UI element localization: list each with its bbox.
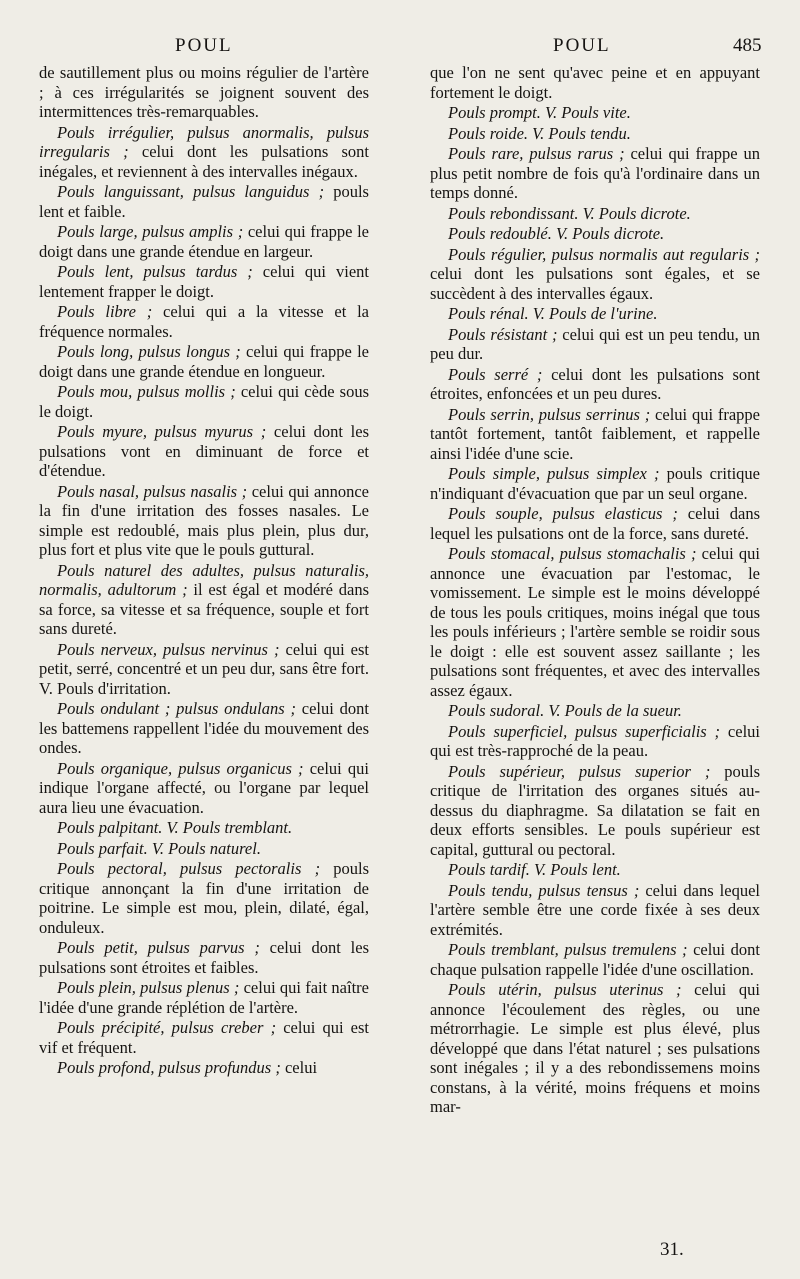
entry-term: Pouls prompt. V. Pouls vite.: [448, 103, 631, 122]
entry-term: Pouls petit, pulsus parvus ;: [57, 938, 260, 957]
entry-term: Pouls long, pulsus longus ;: [57, 342, 241, 361]
entry-term: Pouls superficiel, pulsus superficialis ;: [448, 721, 721, 741]
entry-term: Pouls naturel des adultes, pulsus naturalis, normalis, adultorum ;: [39, 560, 369, 599]
dictionary-entry: [430, 63, 760, 102]
dictionary-entry: [430, 464, 760, 503]
dictionary-entry: [430, 304, 760, 324]
dictionary-entry: [39, 382, 369, 421]
dictionary-entry: [430, 325, 760, 364]
dictionary-entry: [39, 818, 369, 838]
dictionary-entry: [430, 204, 760, 224]
entry-definition: celui qui frappe le doigt dans une grande étendue en largeur.: [39, 222, 369, 261]
running-header: [0, 35, 800, 61]
entry-term: Pouls pectoral, pulsus pectoralis ;: [57, 859, 321, 878]
entry-term: Pouls simple, pulsus simplex ;: [448, 464, 660, 483]
entry-term: Pouls tardif. V. Pouls lent.: [448, 860, 621, 879]
dictionary-entry: [430, 701, 760, 721]
entry-term: Pouls nerveux, pulsus nervinus ;: [57, 639, 280, 659]
dictionary-entry: [39, 561, 369, 639]
dictionary-entry: [430, 860, 760, 880]
dictionary-entry: [430, 405, 760, 464]
entry-term: Pouls lent, pulsus tardus ;: [57, 262, 253, 281]
dictionary-entry: [430, 224, 760, 244]
entry-definition: celui dont chaque pulsation rappelle l'idée d'une oscillation.: [430, 940, 760, 979]
dictionary-entry: [39, 182, 369, 221]
entry-definition: celui qui frappe un plus petit nombre de fois qu'à l'ordinaire dans un temps donné.: [430, 144, 760, 202]
entry-definition: pouls critique de l'irritation des organes situés au-dessus du diaphragme. Sa dilatation se fait en deux efforts sensibles. Le pouls supérieur est capital, guttural ou pectoral.: [430, 761, 761, 859]
entry-term: Pouls mou, pulsus mollis ;: [57, 382, 236, 401]
entry-term: Pouls parfait. V. Pouls naturel.: [57, 838, 261, 858]
dictionary-entry: [430, 124, 760, 144]
dictionary-entry: [430, 245, 760, 304]
entry-term: Pouls roide. V. Pouls tendu.: [448, 123, 631, 143]
entry-definition: celui qui annonce la fin d'une irritation des fosses nasales. Le simple est redoublé, mais plus plein, plus dur, plus fort et plus vite que le pouls guttural.: [39, 481, 369, 559]
entry-definition: celui qui annonce l'écoulement des règles, ou une métrorrhagie. Le simple est plus élevé, plus développé que dans l'état naturel ; ses pulsations sont inégales ; il y a des rebondissemens moins constans, à la vérité, moins fréquens et moins mar-: [430, 980, 760, 1116]
entry-definition: celui dont les pulsations vont en diminuant de force et d'étendue.: [39, 422, 369, 480]
entry-term: Pouls souple, pulsus elasticus ;: [448, 504, 678, 523]
dictionary-entry: [430, 103, 760, 123]
entry-definition: celui qui fait naître l'idée d'une grande réplétion de l'artère.: [39, 978, 369, 1017]
entry-definition: celui qui indique l'organe affecté, ou l'organe par lequel aura lieu une évacuation.: [39, 758, 369, 817]
dictionary-entry: [430, 762, 760, 860]
header-left-title: POUL: [175, 35, 233, 56]
page-number: 485: [733, 35, 762, 56]
entry-term: Pouls stomacal, pulsus stomachalis ;: [448, 544, 697, 563]
entry-definition: pouls lent et faible.: [39, 182, 369, 221]
entry-term: Pouls plein, pulsus plenus ;: [57, 978, 240, 997]
entry-term: Pouls rare, pulsus rarus ;: [448, 144, 625, 163]
dictionary-entry: [39, 839, 369, 859]
entry-definition: celui: [280, 1058, 318, 1077]
entry-term: Pouls libre ;: [57, 302, 153, 321]
dictionary-entry: [39, 1018, 369, 1057]
signature-mark: 31.: [660, 1239, 684, 1260]
dictionary-entry: [430, 980, 760, 1117]
entry-definition: celui dans lequel l'artère semble être une corde fixée à ses deux extrémités.: [430, 880, 760, 939]
dictionary-entry: [39, 302, 369, 341]
entry-definition: celui dont les pulsations sont étroites et faibles.: [39, 938, 370, 977]
entry-definition: que l'on ne sent qu'avec peine et en appuyant fortement le doigt.: [430, 63, 760, 102]
entry-definition: celui qui est un peu tendu, un peu dur.: [430, 324, 761, 363]
dictionary-entry: [39, 859, 369, 937]
dictionary-entry: [39, 422, 369, 481]
left-column: [39, 63, 369, 1079]
entry-definition: celui qui a la vitesse et la fréquence normales.: [39, 302, 369, 341]
dictionary-entry: [430, 881, 760, 940]
entry-term: Pouls ondulant ; pulsus ondulans ;: [57, 699, 296, 718]
entry-definition: celui dont les pulsations sont étroites, enfoncées et un peu dures.: [430, 364, 760, 403]
right-column: [430, 63, 760, 1118]
entry-definition: celui qui annonce une évacuation par l'estomac, le vomissement. Le simple est le moins développé de tous les pouls critiques, moins inégal que tous les pouls inférieurs ; l'artère semble se roidir sous le doigt : elle est souvent assez saillante ; les pulsations sont fréquentes, et avec des intervalles assez égaux.: [430, 544, 760, 700]
entry-term: Pouls redoublé. V. Pouls dicrote.: [448, 224, 665, 243]
dictionary-entry: [39, 699, 369, 758]
entry-term: Pouls rénal. V. Pouls de l'urine.: [448, 304, 658, 323]
entry-term: Pouls serrin, pulsus serrinus ;: [448, 404, 651, 424]
entry-definition: celui dont les pulsations sont égales, et se succèdent à des intervalles égaux.: [430, 264, 760, 303]
entry-term: Pouls supérieur, pulsus superior ;: [448, 761, 711, 781]
header-right-title: POUL: [553, 35, 611, 56]
entry-definition: celui qui vient lentement frapper le doigt.: [39, 262, 369, 301]
dictionary-entry: [39, 262, 369, 301]
entry-definition: celui dont les pulsations sont inégales, et reviennent à des intervalles inégaux.: [39, 142, 369, 181]
entry-definition: celui dans lequel les pulsations ont de la force, sans dureté.: [430, 504, 760, 543]
dictionary-entry: [430, 365, 760, 404]
dictionary-entry: [430, 144, 760, 203]
entry-definition: pouls critique annonçant la fin d'une irritation de poitrine. Le simple est mou, plein, dilaté, égal, onduleux.: [39, 859, 369, 937]
entry-term: Pouls précipité, pulsus creber ;: [57, 1018, 277, 1037]
dictionary-entry: [39, 759, 369, 818]
entry-definition: celui qui frappe le doigt dans une grande étendue en longueur.: [39, 342, 369, 381]
entry-term: Pouls profond, pulsus profundus ;: [57, 1058, 281, 1077]
entry-term: Pouls régulier, pulsus normalis aut regularis ;: [448, 244, 760, 264]
dictionary-entry: [39, 123, 369, 182]
entry-term: Pouls irrégulier, pulsus anormalis, pulsus irregularis ;: [39, 122, 369, 161]
dictionary-entry: [39, 222, 369, 261]
dictionary-entry: [39, 640, 369, 699]
entry-term: Pouls languissant, pulsus languidus ;: [57, 182, 325, 201]
entry-definition: celui dont les battemens rappellent l'idée du mouvement des ondes.: [39, 699, 369, 757]
dictionary-entry: [39, 978, 369, 1017]
dictionary-entry: [430, 940, 760, 979]
entry-term: Pouls tremblant, pulsus tremulens ;: [448, 940, 688, 959]
dictionary-entry: [39, 63, 369, 122]
entry-definition: celui qui frappe tantôt fortement, tantôt faiblement, et rappelle ainsi l'idée d'une scie.: [430, 404, 760, 463]
entry-definition: il est égal et modéré dans sa force, sa vitesse et sa fréquence, souple et fort sans dureté.: [39, 580, 369, 638]
dictionary-entry: [430, 722, 760, 761]
entry-term: Pouls tendu, pulsus tensus ;: [448, 880, 640, 900]
dictionary-entry: [430, 544, 760, 700]
entry-definition: celui qui est vif et fréquent.: [39, 1018, 369, 1057]
entry-term: Pouls rebondissant. V. Pouls dicrote.: [448, 203, 691, 223]
entry-term: Pouls serré ;: [448, 364, 543, 384]
entry-term: Pouls nasal, pulsus nasalis ;: [57, 481, 248, 501]
entry-definition: celui qui est très-rapproché de la peau.: [430, 721, 760, 760]
entry-definition: celui qui cède sous le doigt.: [39, 382, 370, 421]
entry-definition: de sautillement plus ou moins régulier de l'artère ; à ces irrégularités se joignent souvent des intermittences très-remarquables.: [39, 63, 369, 121]
entry-definition: celui qui est petit, serré, concentré et un peu dur, sans être fort. V. Pouls d'irritation.: [39, 639, 370, 698]
entry-term: Pouls myure, pulsus myurus ;: [57, 422, 267, 441]
dictionary-entry: [39, 342, 369, 381]
dictionary-entry: [39, 938, 369, 977]
entry-term: Pouls large, pulsus amplis ;: [57, 222, 244, 241]
dictionary-entry: [430, 504, 760, 543]
entry-term: Pouls sudoral. V. Pouls de la sueur.: [448, 701, 682, 720]
entry-term: Pouls palpitant. V. Pouls tremblant.: [57, 818, 293, 837]
entry-term: Pouls utérin, pulsus uterinus ;: [448, 980, 682, 999]
entry-definition: pouls critique n'indiquant d'évacuation que par un seul organe.: [430, 464, 760, 503]
dictionary-entry: [39, 1058, 369, 1078]
entry-term: Pouls organique, pulsus organicus ;: [57, 758, 304, 778]
dictionary-entry: [39, 482, 369, 560]
entry-term: Pouls résistant ;: [448, 324, 558, 344]
